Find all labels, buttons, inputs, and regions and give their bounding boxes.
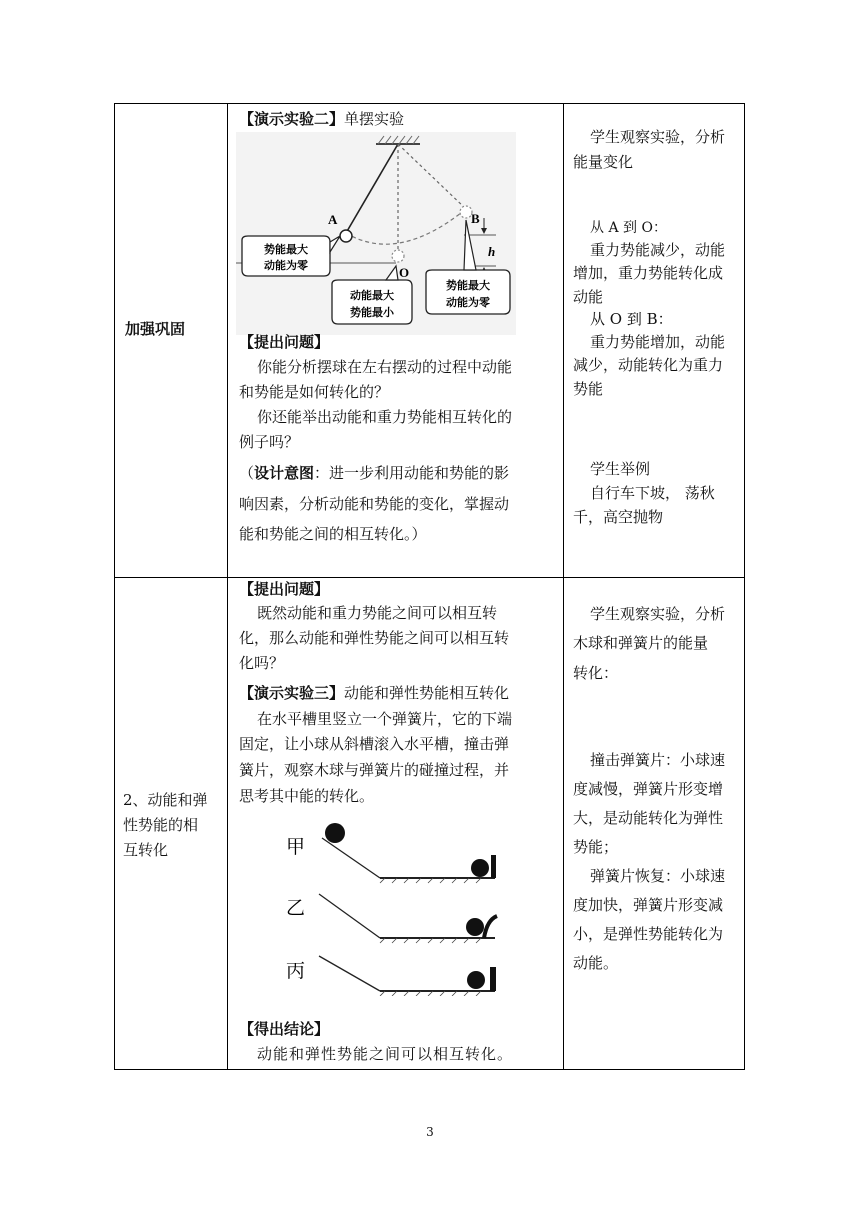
- hit-line2: 度减慢，弹簧片形变增: [573, 780, 724, 798]
- question-heading-1: 【提出问题】: [239, 333, 330, 351]
- label-jia: 甲: [286, 836, 306, 858]
- row2-observe-line1: 学生观察实验，分析: [590, 605, 726, 623]
- example-line2: 千，高空抛物: [573, 508, 664, 526]
- restore-line1: 弹簧片恢复：小球速: [590, 867, 726, 885]
- label-a: A: [328, 212, 338, 227]
- design-intent-label: 设计意图: [254, 464, 315, 482]
- desc-line1: 在水平槽里竖立一个弹簧片，它的下端: [257, 710, 513, 728]
- row2-observe-line3: 转化：: [573, 664, 619, 682]
- hit-line1: 撞击弹簧片：小球速: [590, 751, 726, 769]
- bubble-o-line2: 势能最小: [350, 306, 394, 319]
- design-open-paren: （: [239, 464, 255, 482]
- bubble-a-line1: 势能最大: [264, 243, 308, 256]
- student-observe-line1: 学生观察实验，分析: [590, 128, 726, 146]
- stage-line2: 性势能的相: [123, 816, 199, 834]
- conclusion-heading: 【得出结论】: [239, 1020, 330, 1038]
- demo3-bracket: 【演示实验三】: [239, 684, 345, 702]
- demo2-text: 单摆实验: [344, 110, 405, 128]
- stage-label-consolidate: 加强巩固: [125, 320, 186, 338]
- a-to-o-line1: 重力势能减少，动能: [590, 241, 726, 259]
- row2-question-line3: 化吗？: [239, 654, 285, 672]
- row2-question-line1: 既然动能和重力势能之间可以相互转: [257, 604, 498, 622]
- design-intent-line1: [239, 461, 509, 486]
- label-o: O: [399, 265, 410, 280]
- desc-line2: 固定，让小球从斜槽滚入水平槽，撞击弹: [239, 735, 510, 753]
- spring-collision-figure: [275, 816, 515, 996]
- desc-line3: 簧片，观察木球与弹簧片的碰撞过程，并: [239, 761, 510, 779]
- demo2-bracket: 【演示实验二】: [239, 110, 345, 128]
- design-intent-line2: 响因素，分析动能和势能的变化，掌握动: [239, 495, 510, 513]
- a-to-o-line3: 动能: [573, 288, 604, 306]
- column-divider-2: [563, 104, 564, 1069]
- restore-line3: 小，是弹性势能转化为: [573, 925, 724, 943]
- question1-line2: 和势能是如何转化的？: [239, 383, 390, 401]
- demo3-title: [239, 681, 509, 706]
- bubble-b-line1: 势能最大: [446, 279, 490, 292]
- question1-line1: 你能分析摆球在左右摆动的过程中动能: [257, 358, 513, 376]
- label-bing: 丙: [286, 960, 306, 982]
- o-to-b-label: 从 O 到 B：: [590, 310, 673, 328]
- label-yi: 乙: [286, 897, 306, 919]
- o-to-b-line3: 势能: [573, 380, 604, 398]
- bubble-o-line1: 动能最大: [350, 289, 394, 302]
- student-observe-line2: 能量变化: [573, 153, 634, 171]
- page-number: 3: [426, 1125, 434, 1139]
- conclusion-text: 动能和弹性势能之间可以相互转化。: [257, 1045, 514, 1063]
- example-line1: 自行车下坡， 荡秋: [590, 484, 715, 502]
- label-b: B: [471, 211, 480, 226]
- stage-line3: 互转化: [123, 841, 169, 859]
- hit-line4: 势能；: [573, 838, 619, 856]
- question-heading-2: 【提出问题】: [239, 580, 330, 598]
- row-divider: [115, 577, 744, 578]
- a-to-o-label: 从 A 到 O：: [590, 220, 667, 236]
- pendulum-figure: [236, 132, 516, 335]
- bubble-a-line2: 动能为零: [264, 259, 308, 272]
- stage-line1: 2、动能和弹: [123, 791, 208, 809]
- question2-line2: 例子吗？: [239, 433, 300, 451]
- o-to-b-line2: 减少，动能转化为重力: [573, 356, 724, 374]
- a-to-o-line2: 增加，重力势能转化成: [573, 264, 724, 282]
- demo3-text: 动能和弹性势能相互转化: [344, 684, 510, 702]
- design-intent-line3: 能和势能之间的相互转化。）: [239, 525, 427, 543]
- row2-question-line2: 化，那么动能和弹性势能之间可以相互转: [239, 629, 510, 647]
- row2-observe-line2: 木球和弹簧片的能量: [573, 634, 709, 652]
- example-title: 学生举例: [590, 460, 651, 478]
- restore-line4: 动能。: [573, 954, 619, 972]
- label-h: h: [488, 244, 496, 259]
- restore-line2: 度加快，弹簧片形变减: [573, 896, 724, 914]
- bubble-b-line2: 动能为零: [446, 296, 490, 309]
- column-divider-1: [227, 104, 228, 1069]
- question2-line1: 你还能举出动能和重力势能相互转化的: [257, 408, 513, 426]
- lesson-table: [114, 103, 745, 1070]
- desc-line4: 思考其中能的转化。: [239, 787, 375, 805]
- o-to-b-line1: 重力势能增加，动能: [590, 333, 726, 351]
- hit-line3: 大，是动能转化为弹性: [573, 809, 724, 827]
- design-line1-rest: ：进一步利用动能和势能的影: [314, 464, 510, 482]
- demo2-title: [239, 107, 404, 132]
